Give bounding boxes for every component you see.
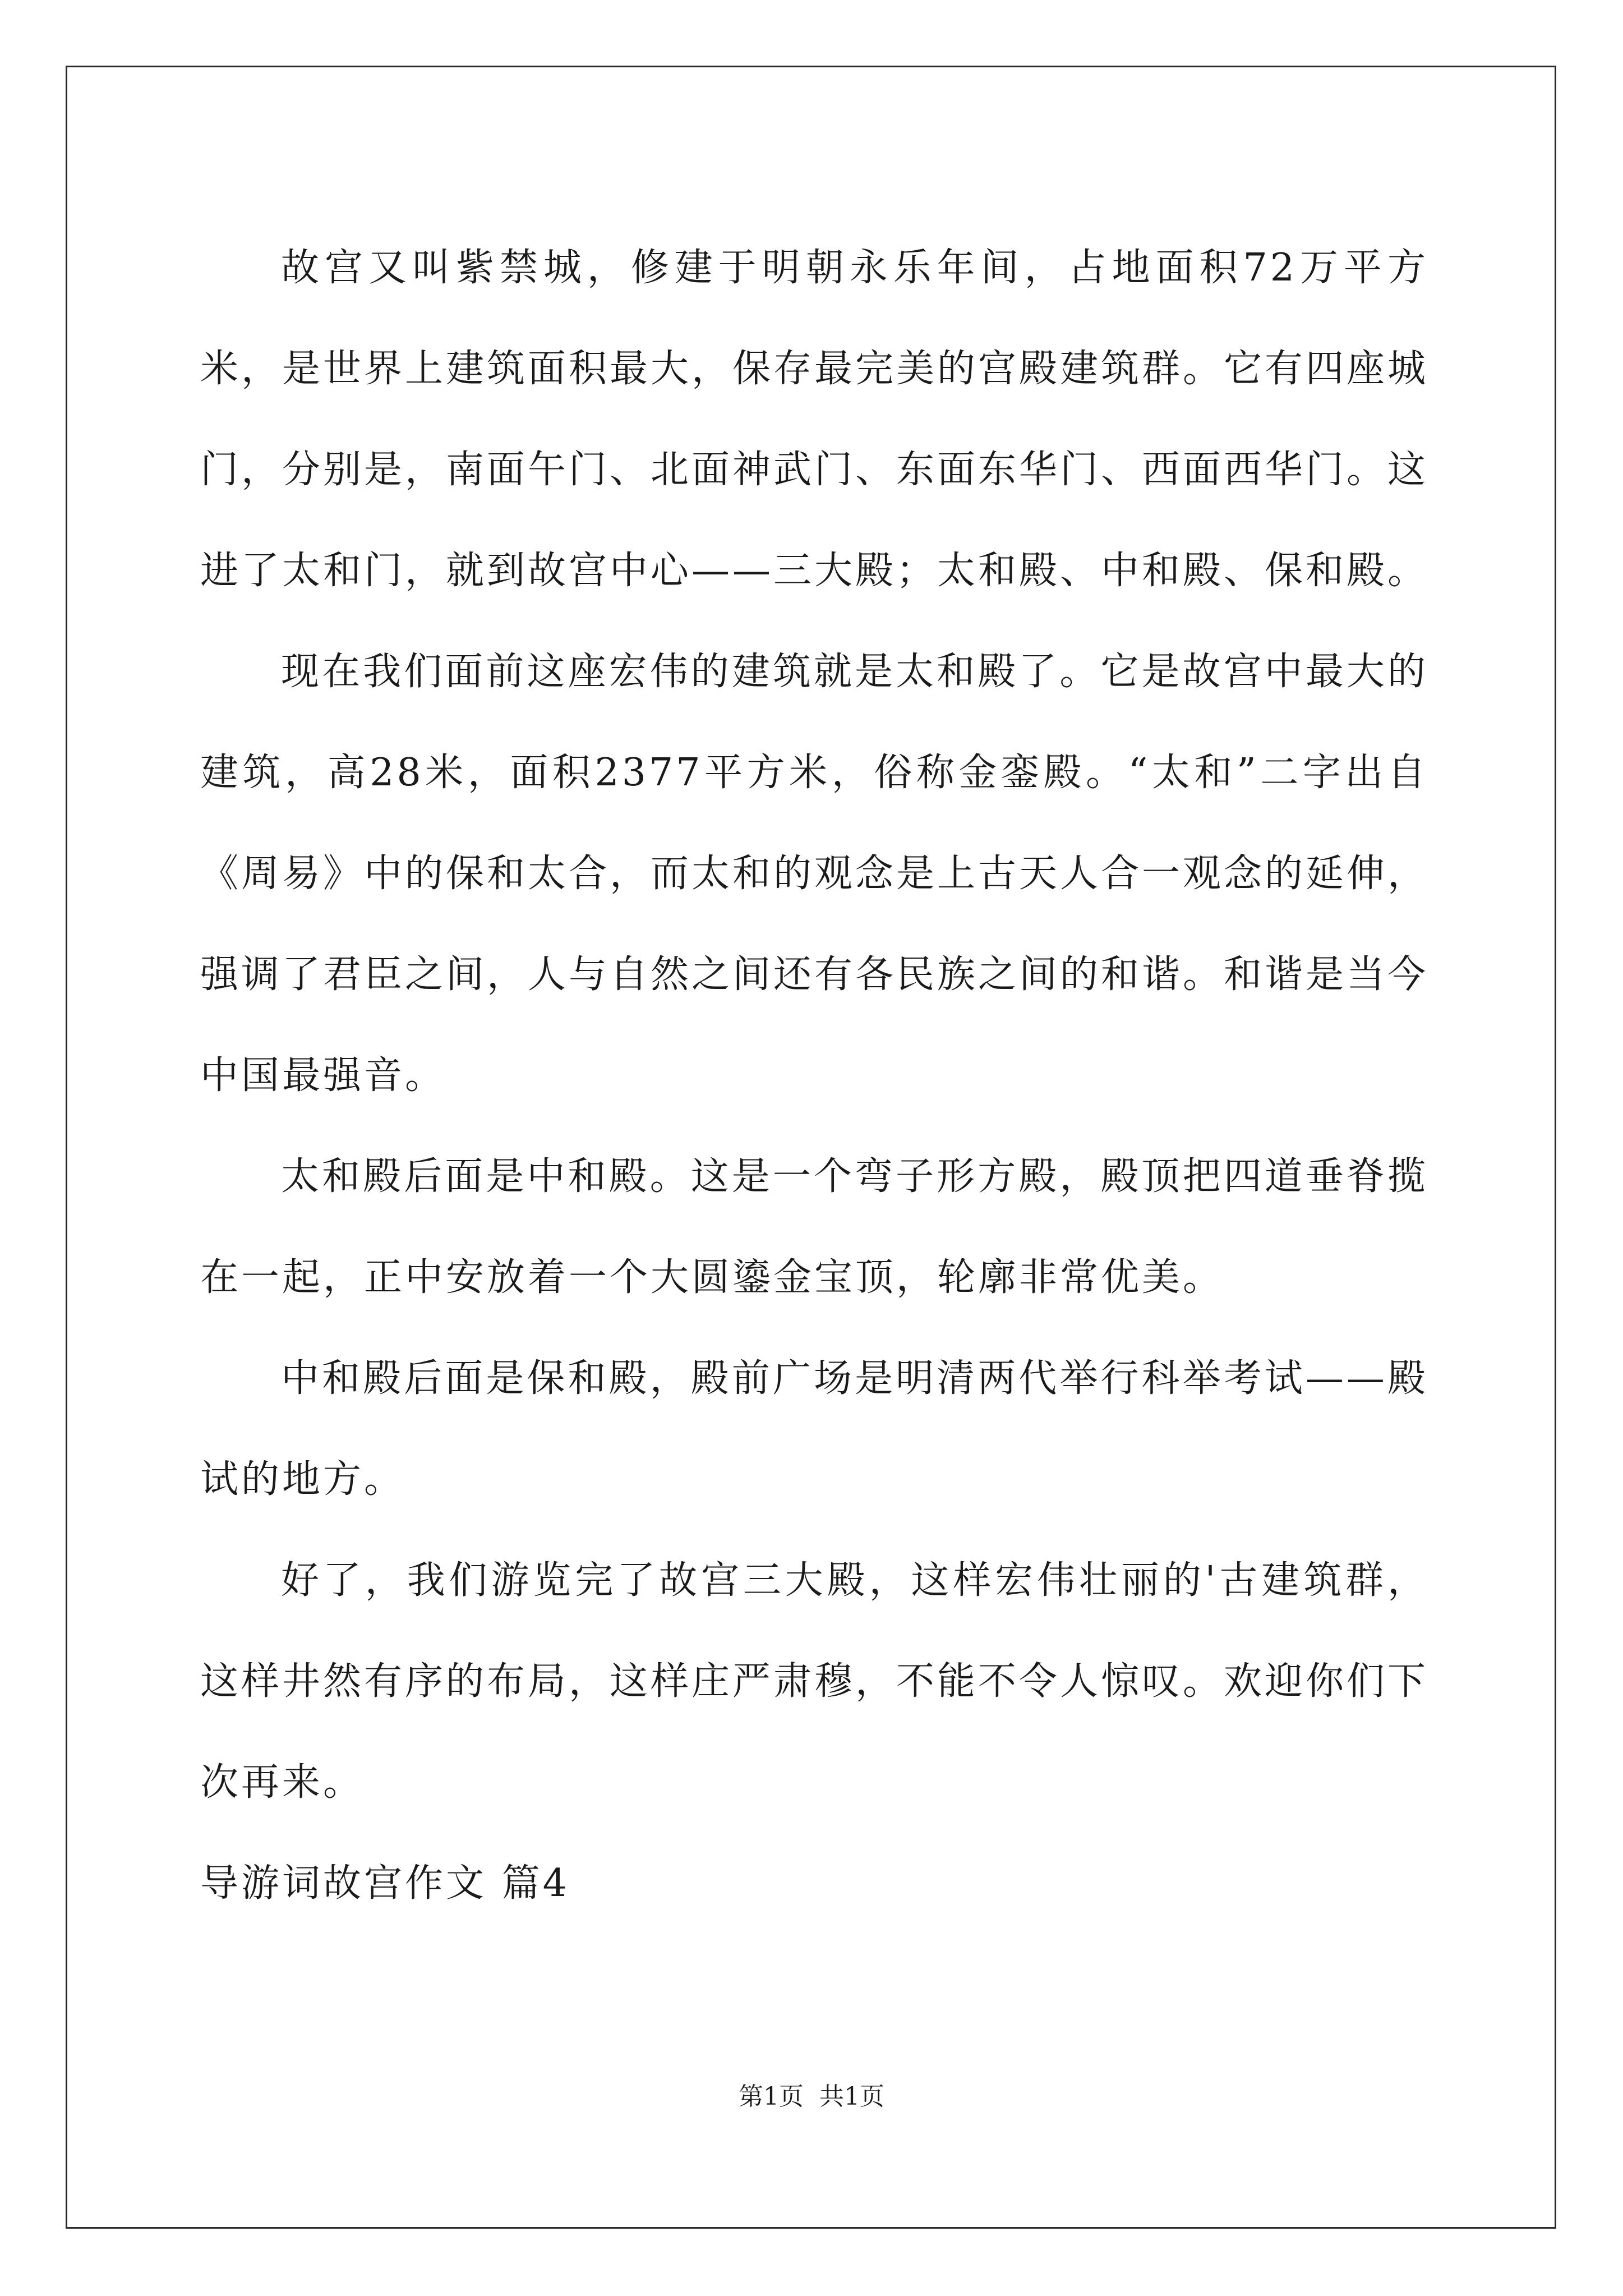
page-footer: 第1页 共1页 bbox=[739, 2082, 884, 2111]
paragraph-5: 好了，我们游览完了故宫三大殿，这样宏伟壮丽的'古建筑群，这样井然有序的布局，这样庄严肃穆，不能不令人惊叹。欢迎你们下次再来。 bbox=[200, 1558, 1429, 1805]
paragraph-2: 现在我们面前这座宏伟的建筑就是太和殿了。它是故宫中最大的建筑，高28米，面积2377平方米，俗称金銮殿。“太和”二字出自《周易》中的保和太合，而太和的观念是上古天人合一观念的延伸，强调了君臣之间，人与自然之间还有各民族之间的和谐。和谐是当今中国最强音。 bbox=[200, 650, 1429, 1098]
paragraph-3: 太和殿后面是中和殿。这是一个弯子形方殿，殿顶把四道垂脊揽在一起，正中安放着一个大圆鎏金宝顶，轮廓非常优美。 bbox=[200, 1154, 1428, 1300]
section-title: 导游词故宫作文 篇4 bbox=[200, 1861, 570, 1906]
paragraph-1: 故宫又叫紫禁城，修建于明朝永乐年间，占地面积72万平方米，是世界上建筑面积最大，保存最完美的宫殿建筑群。它有四座城门，分别是，南面午门、北面神武门、东面东华门、西面西华门。这进了太和门，就到故宫中心——三大殿；太和殿、中和殿、保和殿。 bbox=[200, 246, 1429, 593]
paragraph-4: 中和殿后面是保和殿，殿前广场是明清两代举行科举考试——殿试的地方。 bbox=[200, 1356, 1428, 1502]
document-body bbox=[200, 218, 1428, 1934]
